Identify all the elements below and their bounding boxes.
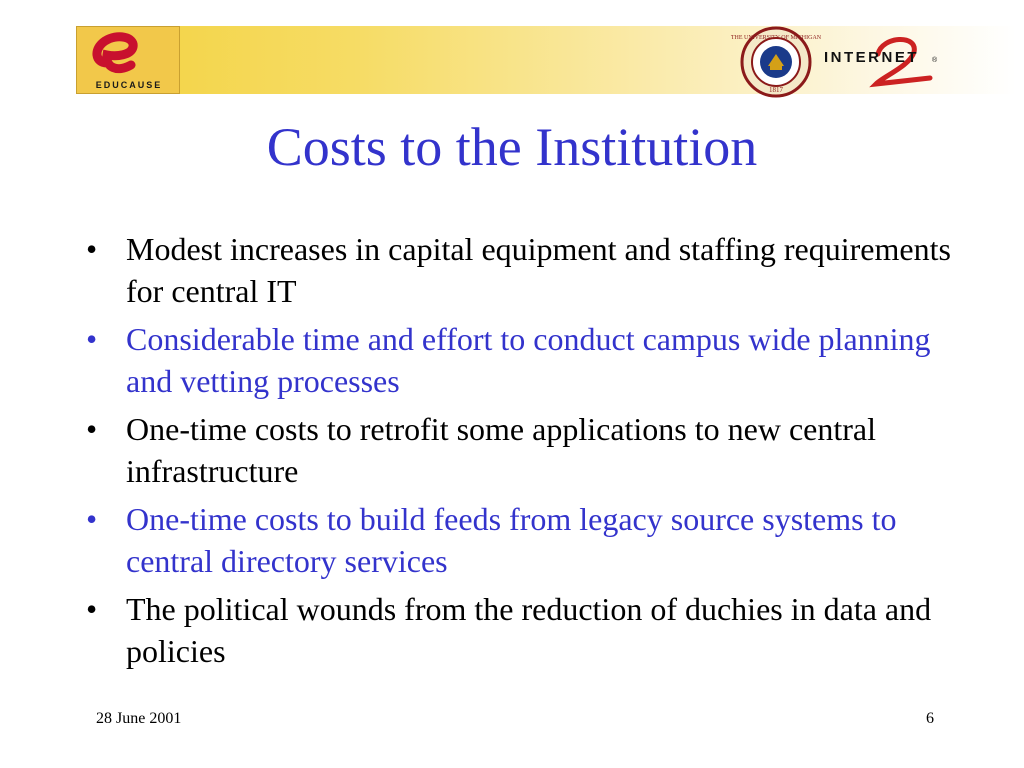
bullet-item: [86, 318, 966, 402]
seal-year: 1817: [769, 86, 783, 94]
educause-wordmark: EDUCAUSE: [95, 80, 163, 90]
bullet-text: Modest increases in capital equipment and staffing requirements for central IT: [126, 231, 951, 309]
bullet-text: The political wounds from the reduction of duchies in data and policies: [126, 591, 932, 669]
bullet-glyph: •: [86, 501, 98, 537]
bullet-item: [86, 228, 966, 312]
bullet-glyph: •: [86, 321, 98, 357]
slide-title: Costs to the Institution: [266, 117, 758, 177]
university-of-michigan-seal-icon: [730, 26, 822, 98]
bullet-glyph: •: [86, 411, 98, 447]
internet2-wordmark: INTERNET: [824, 49, 919, 66]
bullet-glyph: •: [86, 591, 98, 627]
bullet-text: One-time costs to build feeds from legacy source systems to central directory services: [126, 501, 897, 579]
bullet-item: [86, 588, 966, 672]
page-number: 6: [926, 710, 934, 727]
bullet-list: [86, 228, 966, 678]
educause-logo: [76, 26, 180, 94]
bullet-item: [86, 408, 966, 492]
internet2-logo-icon: [822, 32, 940, 92]
bullet-text: One-time costs to retrofit some applications to new central infrastructure: [126, 411, 876, 489]
bullet-text: Considerable time and effort to conduct campus wide planning and vetting processes: [126, 321, 931, 399]
footer-date: 28 June 2001: [96, 710, 182, 727]
bullet-glyph: •: [86, 231, 98, 267]
internet2-reg-mark: ®: [932, 57, 938, 64]
bullet-item: [86, 498, 966, 582]
seal-text: THE UNIVERSITY OF MICHIGAN: [730, 35, 822, 41]
